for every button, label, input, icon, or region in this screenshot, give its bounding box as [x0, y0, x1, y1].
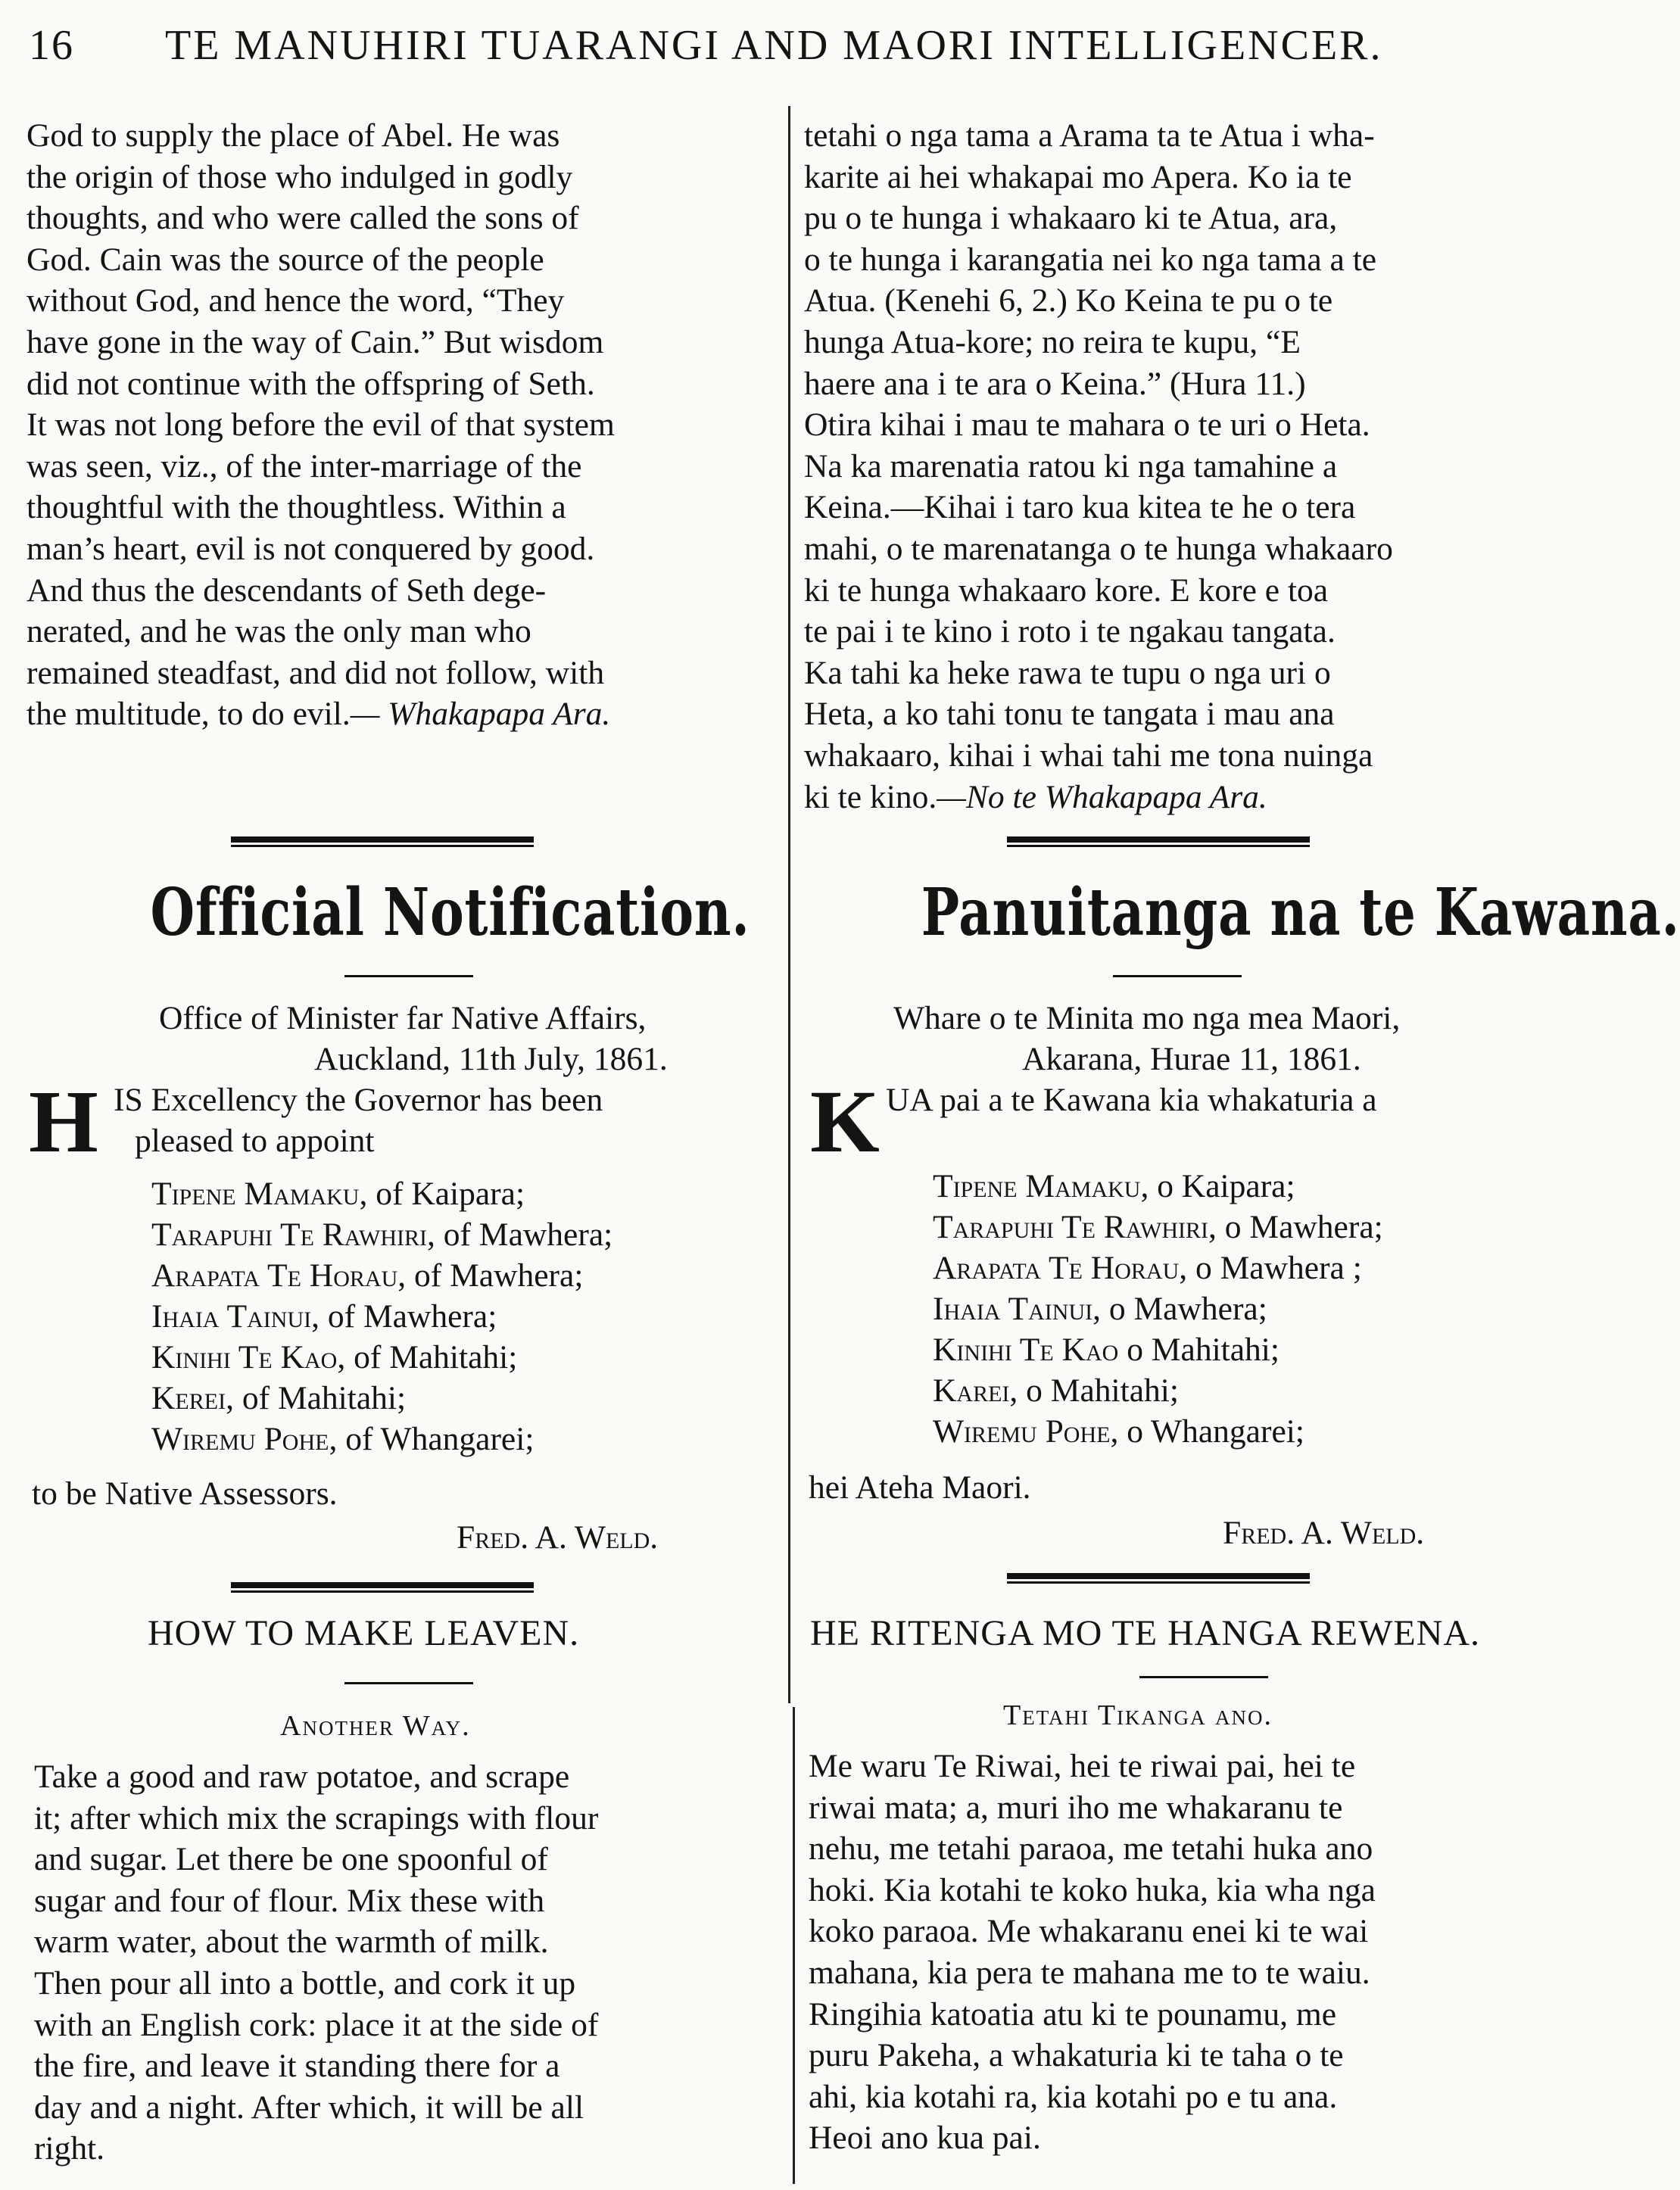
line: And thus the descendants of Seth dege-	[26, 572, 547, 609]
line: with an English cork: place it at the side of	[34, 2006, 599, 2043]
line: haere ana i te ara o Keina.” (Hura 11.)	[804, 365, 1306, 402]
heading-underline	[344, 1682, 473, 1684]
line: nerated, and he was the only man who	[26, 613, 531, 650]
drop-cap: K	[810, 1072, 880, 1171]
line: Ka tahi ka heke rawa te tupu o nga uri o	[804, 654, 1331, 691]
line: karite ai hei whakapai mo Apera. Ko ia te	[804, 158, 1352, 195]
notice-signature: Fred. A. Weld.	[1223, 1515, 1425, 1551]
drop-cap: H	[29, 1072, 98, 1171]
line: ki te hunga whakaaro kore. E kore e toa	[804, 572, 1329, 609]
line: the origin of those who indulged in godly	[26, 158, 573, 195]
notice-title: Official Notification.	[150, 874, 750, 951]
heading-underline	[1139, 1676, 1268, 1678]
section-rule	[1007, 1573, 1310, 1584]
line: remained steadfast, and did not follow, with	[26, 654, 605, 691]
notice-date: Akarana, Hurae 11, 1861.	[1022, 1041, 1361, 1077]
line: ki te kino.	[804, 778, 937, 815]
page-header	[29, 21, 1551, 74]
line: Me waru Te Riwai, hei te riwai pai, hei te	[809, 1748, 1356, 1784]
title-underline	[1113, 975, 1242, 977]
appointee: Kinihi Te Kao o Mahitahi;	[933, 1332, 1279, 1368]
notice-office: Whare o te Minita mo nga mea Maori,	[893, 1000, 1401, 1036]
right-intro-paragraph	[804, 115, 1546, 818]
line: pu o te hunga i whakaaro ki te Atua, ara,	[804, 200, 1338, 237]
line: day and a night. After which, it will be all	[34, 2089, 584, 2126]
newspaper-title: TE MANUHIRI TUARANGI AND MAORI INTELLIGENCER.	[165, 22, 1383, 69]
appointee: Tipene Mamaku, of Kaipara;	[151, 1176, 525, 1212]
appointee: Tarapuhi Te Rawhiri, of Mawhera;	[151, 1216, 613, 1253]
right-recipe-text	[809, 1746, 1543, 2159]
left-intro-paragraph	[26, 115, 776, 735]
line: and sugar. Let there be one spoonful of	[34, 1841, 548, 1878]
notice-line: pleased to appoint	[135, 1123, 375, 1159]
line: koko paraoa. Me whakaranu enei ki te wai	[809, 1913, 1369, 1950]
line: o te hunga i karangatia nei ko nga tama a te	[804, 241, 1377, 278]
line: God. Cain was the source of the people	[26, 241, 544, 278]
appointee: Wiremu Pohe, o Whangarei;	[933, 1413, 1304, 1450]
line: Heta, a ko tahi tonu te tangata i mau ana	[804, 696, 1335, 733]
left-recipe-text	[34, 1756, 784, 2170]
line: have gone in the way of Cain.” But wisdom	[26, 323, 604, 360]
page-number: 16	[29, 22, 74, 69]
appointee: Kerei, of Mahitahi;	[151, 1380, 407, 1416]
notice-signature: Fred. A. Weld.	[457, 1519, 659, 1556]
line: God to supply the place of Abel. He was	[26, 117, 560, 154]
right-intro-text	[804, 115, 1546, 818]
line: sugar and four of flour. Mix these with	[34, 1882, 545, 1919]
notice-line: UA pai a te Kawana kia whakaturia a	[886, 1082, 1377, 1118]
appointee: Wiremu Pohe, of Whangarei;	[151, 1421, 535, 1457]
title-underline	[344, 975, 473, 977]
line: te pai i te kino i roto i te ngakau tangata.	[804, 613, 1336, 650]
line: did not continue with the offspring of Seth.	[26, 365, 595, 402]
line: Then pour all into a bottle, and cork it up	[34, 1964, 576, 2002]
recipe-heading: HE RITENGA MO TE HANGA REWENA.	[810, 1613, 1481, 1653]
line: the multitude, to do evil.	[26, 696, 351, 733]
appointee: Ihaia Tainui, o Mawhera;	[933, 1291, 1267, 1327]
appointee: Tipene Mamaku, o Kaipara;	[933, 1168, 1295, 1204]
line: Ringihia katoatia atu ki te pounamu, me	[809, 1995, 1337, 2033]
line: Take a good and raw potatoe, and scrape	[34, 1759, 570, 1795]
line: warm water, about the warmth of milk.	[34, 1924, 549, 1961]
appointee: Tarapuhi Te Rawhiri, o Mawhera;	[933, 1209, 1383, 1245]
left-recipe-paragraph	[34, 1756, 784, 2170]
line: Na ka marenatia ratou ki nga tamahine a	[804, 447, 1338, 484]
line: ahi, kia kotahi ra, kia kotahi po e tu ana.	[809, 2078, 1338, 2115]
line: Heoi ano kua pai.	[809, 2120, 1041, 2157]
section-rule	[1007, 836, 1310, 847]
recipe-subheading: Another Way.	[280, 1710, 471, 1742]
recipe-heading: HOW TO MAKE LEAVEN.	[148, 1613, 580, 1653]
appointee: Arapata Te Horau, of Mawhera;	[151, 1257, 584, 1294]
right-recipe-paragraph	[809, 1746, 1543, 2159]
line: tetahi o nga tama a Arama ta te Atua i wha-	[804, 117, 1375, 154]
notice-office: Office of Minister far Native Affairs,	[159, 1000, 647, 1036]
line: the fire, and leave it standing there for a	[34, 2048, 560, 2085]
line: Otira kihai i mau te mahara o te uri o Heta.	[804, 407, 1370, 444]
line: Keina.—Kihai i taro kua kitea te he o tera	[804, 489, 1356, 526]
section-rule	[231, 1582, 534, 1593]
column-divider-lower	[793, 1707, 795, 2184]
left-intro-text	[26, 115, 776, 735]
line: thoughts, and who were called the sons of	[26, 200, 579, 237]
line: was seen, viz., of the inter-marriage of the	[26, 447, 582, 484]
line: thoughtful with the thoughtless. Within a	[26, 489, 566, 526]
intro-signature: —No te Whakapapa Ara.	[937, 778, 1267, 815]
recipe-subheading: Tetahi Tikanga ano.	[1003, 1699, 1273, 1731]
line: Atua. (Kenehi 6, 2.) Ko Keina te pu o te	[804, 282, 1333, 319]
line: It was not long before the evil of that system	[26, 407, 615, 444]
appointee: Karei, o Mahitahi;	[933, 1372, 1179, 1409]
line: right.	[34, 2130, 105, 2167]
line: mahana, kia pera te mahana me to te waiu.	[809, 1954, 1370, 1991]
line: mahi, o te marenatanga o te hunga whakaaro	[804, 530, 1393, 567]
column-divider	[788, 106, 790, 1703]
line: hoki. Kia kotahi te koko huka, kia wha nga	[809, 1871, 1376, 1908]
intro-signature: — Whakapapa Ara.	[350, 696, 611, 733]
line: hunga Atua-kore; no reira te kupu, “E	[804, 323, 1301, 360]
notice-closing: hei Ateha Maori.	[809, 1469, 1031, 1506]
line: riwai mata; a, muri iho me whakaranu te	[809, 1789, 1343, 1826]
line: man’s heart, evil is not conquered by good.	[26, 530, 595, 567]
appointee: Arapata Te Horau, o Mawhera ;	[933, 1250, 1362, 1286]
appointee: Kinihi Te Kao, of Mahitahi;	[151, 1339, 518, 1375]
line: nehu, me tetahi paraoa, me tetahi huka ano	[809, 1830, 1373, 1868]
notice-date: Auckland, 11th July, 1861.	[314, 1041, 668, 1077]
appointee: Ihaia Tainui, of Mawhera;	[151, 1298, 497, 1335]
section-rule	[231, 836, 534, 847]
notice-line: IS Excellency the Governor has been	[114, 1082, 603, 1118]
notice-closing: to be Native Assessors.	[32, 1475, 338, 1512]
line: whakaaro, kihai i whai tahi me tona nuinga	[804, 737, 1373, 774]
notice-title: Panuitanga na te Kawana.	[921, 874, 1680, 951]
line: puru Pakeha, a whakaturia ki te taha o te	[809, 2037, 1344, 2074]
line: without God, and hence the word, “They	[26, 282, 565, 319]
line: it; after which mix the scrapings with flour	[34, 1799, 599, 1836]
